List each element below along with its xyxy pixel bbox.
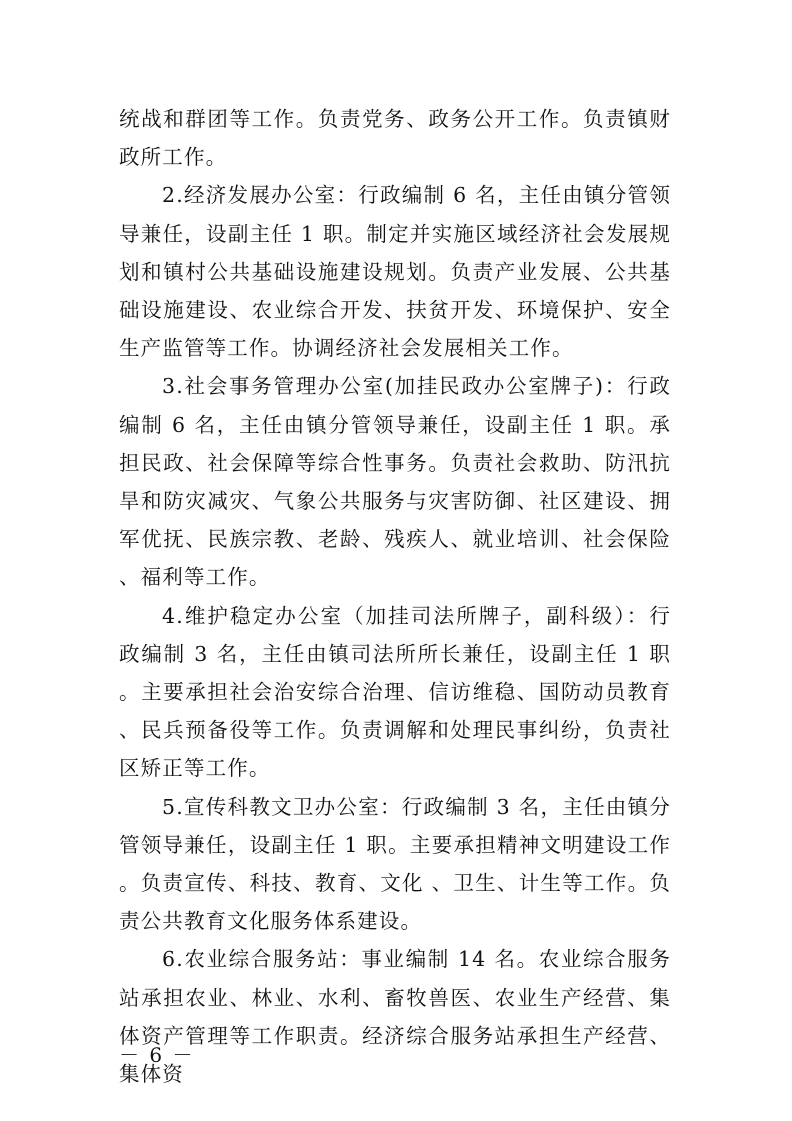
paragraph-social-affairs-office: 3.社会事务管理办公室(加挂民政办公室牌子)：行政编制 6 名，主任由镇分管领导兼任，设副主任 1 职。承担民政、社会保障等综合性事务。负责社会救助、防汛抗旱和防灾减灾、气象公共服务与灾害防御、社区建设、拥军优抚、民族宗教、老龄、残疾人、就业培训、社会保险、福利等工作。 (119, 374, 671, 590)
paragraph-agricultural-service-station: 6.农业综合服务站：事业编制 14 名。农业综合服务站承担农业、林业、水利、畜牧兽医、农业生产经营、集体资产管理等工作职责。经济综合服务站承担生产经营、集体资 (119, 947, 671, 1087)
page-number: － 6 － (119, 1043, 195, 1067)
paragraph-economic-development-office: 2.经济发展办公室：行政编制 6 名，主任由镇分管领导兼任，设副主任 1 职。制定并实施区域经济社会发展规划和镇村公共基础设施建设规划。负责产业发展、公共基础设施建设、农业综合开发、扶贫开发、环境保护、安全生产监管等工作。协调经济社会发展相关工作。 (119, 183, 671, 361)
paragraph-continuation: 统战和群团等工作。负责党务、政务公开工作。负责镇财政所工作。 (119, 107, 671, 170)
paragraph-publicity-education-office: 5.宣传科教文卫办公室：行政编制 3 名，主任由镇分管领导兼任，设副主任 1 职。主要承担精神文明建设工作。负责宣传、科技、教育、文化 、卫生、计生等工作。负责公共教育文化服务体系建设。 (119, 794, 671, 934)
document-body (119, 100, 671, 1093)
paragraph-stability-maintenance-office: 4.维护稳定办公室（加挂司法所牌子，副科级）：行政编制 3 名，主任由镇司法所所长兼任，设副主任 1 职。主要承担社会治安综合治理、信访维稳、国防动员教育、民兵预备役等工作。负责调解和处理民事纠纷，负责社区矫正等工作。 (119, 603, 671, 781)
